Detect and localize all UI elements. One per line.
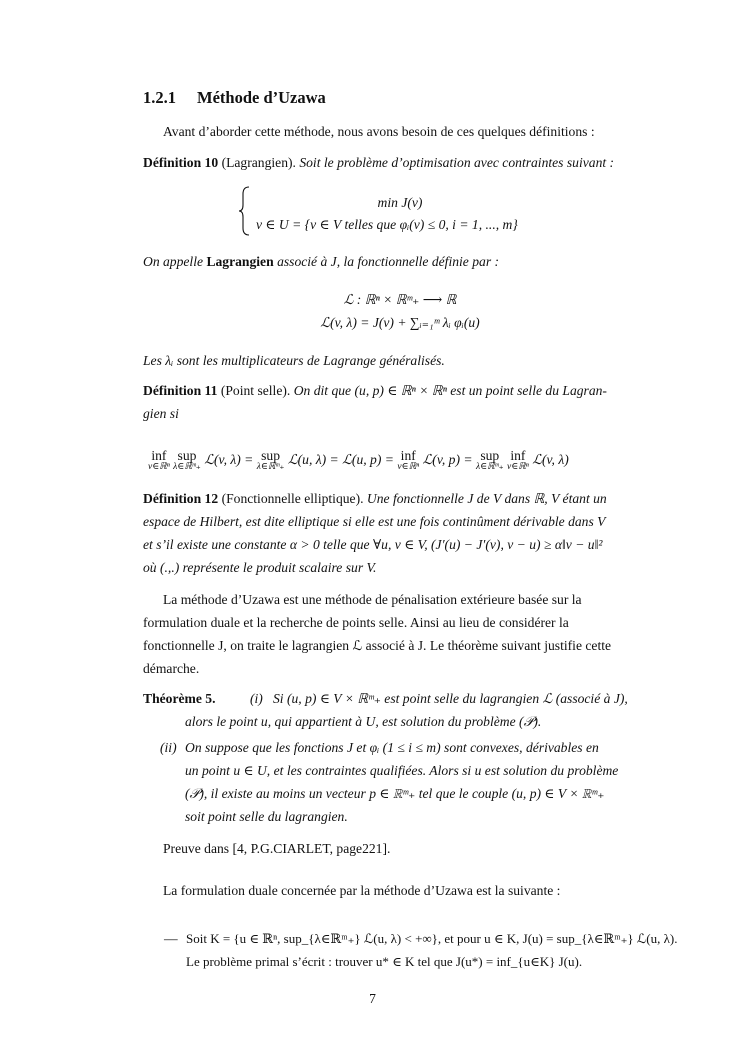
def12-line2: espace de Hilbert, est dite elliptique si elle est une fois continûment dérivable dans V — [143, 514, 606, 529]
def11-label: Définition 11 — [143, 383, 218, 398]
dual-intro: La formulation duale concernée par la méthode d’Uzawa est la suivante : — [163, 883, 561, 898]
def12-line1: Une fonctionnelle J de V dans ℝ, V étant un — [366, 491, 607, 506]
multipliers-note: Les λᵢ sont les multiplicateurs de Lagrange généralisés. — [143, 353, 445, 368]
op-sup-3: sup λ∈ℝᵐ₊ — [475, 448, 504, 472]
op-inf-1: inf v∈ℝⁿ — [148, 448, 170, 472]
thm5-ii-line3: (𝒫), il existe au moins un vecteur p ∈ ℝᵐ₊ tel que le couple (u, p) ∈ V × ℝᵐ₊ — [185, 786, 605, 801]
def11-header — [143, 380, 657, 402]
op-inf-3: inf v∈ℝⁿ — [507, 448, 529, 472]
para1-line2: formulation duale et la recherche de points selle. Ainsi au lieu de considérer la — [143, 615, 569, 630]
def10-label: Définition 10 — [143, 155, 219, 170]
eq-part4: ℒ(v, λ) — [532, 452, 569, 467]
system-line1: min J(v) — [377, 195, 423, 210]
para1-line1: La méthode d’Uzawa est une méthode de pénalisation extérieure basée sur la — [163, 592, 582, 607]
para1-line3: fonctionnelle J, on traite le lagrangien ℒ associé à J. Le théorème suivant justifie cette — [143, 638, 612, 653]
thm5-i-marker: (i) — [250, 691, 263, 706]
thm5-ii-line2: un point u ∈ U, et les contraintes qualifiées. Alors si u est solution du problème — [185, 763, 619, 778]
def12-label: Définition 12 — [143, 491, 219, 506]
bullet-line2: Le problème primal s’écrit : trouver u* ∈ K tel que J(u*) = inf_{u∈K} J(u). — [186, 954, 583, 969]
saddle-equation — [148, 449, 668, 473]
eq-part1: ℒ(v, λ) = — [204, 452, 254, 467]
section-title: Méthode d’Uzawa — [197, 88, 326, 107]
left-brace — [238, 186, 250, 236]
bullet-dash: — — [164, 931, 178, 946]
def11-statement-line1: On dit que (u, p) ∈ ℝⁿ × ℝⁿ est un point selle du Lagran- — [293, 383, 607, 398]
map-line2: ℒ(v, λ) = J(v) + ∑ᵢ₌₁ᵐ λᵢ φᵢ(u) — [320, 315, 480, 330]
thm5-ii-line4: soit point selle du lagrangien. — [185, 809, 348, 824]
def11-statement-line2: gien si — [143, 406, 179, 421]
intro-paragraph: Avant d’aborder cette méthode, nous avons besoin de ces quelques définitions : — [163, 124, 595, 139]
op-sup-2: sup λ∈ℝᵐ₊ — [256, 448, 285, 472]
thm5-i-line2: alors le point u, qui appartient à U, est solution du problème (𝒫). — [185, 714, 542, 729]
section-number: 1.2.1 — [143, 88, 176, 107]
map-line1: ℒ : ℝⁿ × ℝᵐ₊ ⟶ ℝ — [343, 292, 457, 307]
def12-line3: et s’il existe une constante α > 0 telle que ∀u, v ∈ V, (J′(u) − J′(v), v − u) ≥ α‖v − u‖² — [143, 537, 603, 552]
para1-line4: démarche. — [143, 661, 200, 676]
thm5-ii-line1: On suppose que les fonctions J et φᵢ (1 ≤ i ≤ m) sont convexes, dérivables en — [185, 740, 599, 755]
call-bold: Lagrangien — [206, 254, 274, 269]
eq-part3: ℒ(v, p) = — [422, 452, 473, 467]
def11-name: (Point selle). — [220, 383, 291, 398]
def10-name: (Lagrangien). — [221, 155, 296, 170]
call-prefix: On appelle — [143, 254, 204, 269]
thm5-label: Théorème 5. — [143, 691, 216, 706]
def10-header — [143, 152, 657, 174]
op-sup-1: sup λ∈ℝᵐ₊ — [173, 448, 201, 472]
system-line2: v ∈ U = {v ∈ V telles que φᵢ(v) ≤ 0, i = 1, ..., m} — [256, 217, 518, 232]
thm5-ii-marker: (ii) — [160, 740, 177, 755]
def12-name: (Fonctionnelle elliptique). — [221, 491, 364, 506]
eq-part2: ℒ(u, λ) = ℒ(u, p) = — [287, 452, 394, 467]
proof-reference: Preuve dans [4, P.G.CIARLET, page221]. — [163, 841, 391, 856]
def12-header — [143, 488, 657, 510]
thm5-i-line1: Si (u, p) ∈ V × ℝᵐ₊ est point selle du lagrangien ℒ (associé à J), — [273, 691, 628, 706]
bullet-line1: Soit K = {u ∈ ℝⁿ, sup_{λ∈ℝᵐ₊} ℒ(u, λ) < +∞}, et pour u ∈ K, J(u) = sup_{λ∈ℝᵐ₊} ℒ(u, λ). — [186, 931, 678, 946]
section-heading — [143, 87, 657, 109]
page-number: 7 — [369, 991, 376, 1006]
call-suffix: associé à J, la fonctionnelle définie par : — [277, 254, 500, 269]
def12-line4: où (.,.) représente le produit scalaire sur V. — [143, 560, 377, 575]
def10-statement: Soit le problème d’optimisation avec contraintes suivant : — [299, 155, 615, 170]
op-inf-2: inf v∈ℝⁿ — [397, 448, 420, 472]
def10-call — [143, 251, 657, 273]
